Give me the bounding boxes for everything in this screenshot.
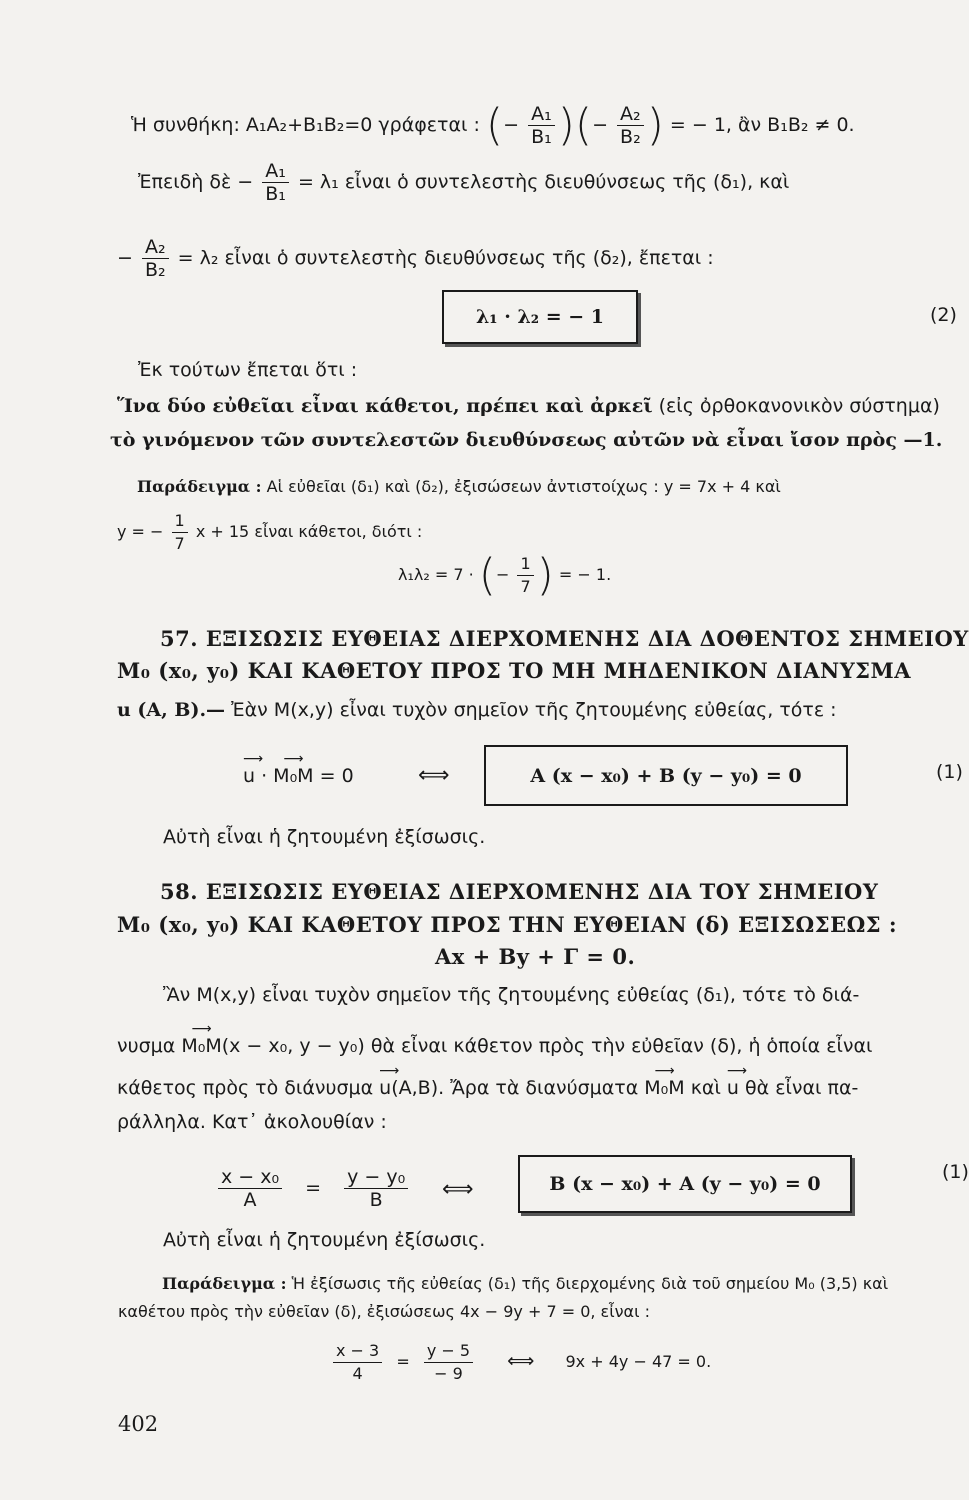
iff-symbol: ⟺ xyxy=(418,763,450,788)
section-58-para-1: Ἂν M(x,y) εἶναι τυχὸν σημεῖον τῆς ζητουμένης εὐθείας (δ₁), τότε τὸ διά- xyxy=(163,984,860,1006)
example1-line-2: y = − $\frac{1}{7}$ x + 15 εἶναι κάθετοι, διότι : xyxy=(117,511,423,553)
fraction-a2-b2: $\frac{\text{A₂}}{\text{B₂}}$ xyxy=(617,103,644,148)
condition-result: = − 1, ἂν B₁B₂ ≠ 0. xyxy=(669,114,855,136)
section-58-para-3: κάθετος πρὸς τὸ διάνυσμα ⟶ u(A,B). Ἄρα τὰ διανύσματα ⟶ M₀M καὶ ⟶ u θὰ εἶναι πα- xyxy=(117,1076,858,1100)
example1-line-1: Παράδειγμα : Αἱ εὐθεῖαι (δ₁) καὶ (δ₂), ἐξισώσεων ἀντιστοίχως : y = 7x + 4 καὶ xyxy=(137,477,781,496)
theorem-line-2: τὸ γινόμενον τῶν συντελεστῶν διευθύνσεως αὐτῶν νὰ εἶναι ἴσον πρὸς —1. xyxy=(110,429,943,451)
section-58-para-2: νυσμα ⟶ M₀M(x − x₀, y − y₀) θὰ εἶναι κάθετον πρὸς τὴν εὐθεῖαν (δ), ἡ ὁποία εἶναι xyxy=(117,1034,872,1058)
example-label-2: Παράδειγμα : xyxy=(162,1274,287,1293)
page-number: 402 xyxy=(118,1412,159,1436)
fraction-a1-b1: $\frac{\text{A₁}}{\text{B₁}}$ xyxy=(528,103,555,148)
vector-u-3: ⟶ u xyxy=(727,1076,739,1100)
section-58-heading-1: 58. ΕΞΙΣΩΣΙΣ ΕΥΘΕΙΑΣ ΔΙΕΡΧΟΜΕΝΗΣ ΔΙΑ ΤΟΥ ΣΗΜΕΙΟΥ xyxy=(160,879,879,904)
left-paren: ( xyxy=(485,99,504,151)
condition-line: Ἡ συνθήκη: A₁A₂+B₁B₂=0 γράφεται : (− $\frac{\text{A₁}}{\text{B₁}}$ )(− $\frac{\text{A₂}}{\text{B₂}}$ ) = − 1, ἂν B₁B₂ ≠ 0. xyxy=(131,99,855,151)
equation-tag-1: (1) xyxy=(936,761,963,783)
ratio-equation: $\frac{\text{x − x₀}}{A}$ = $\frac{\text{y − y₀}}{B}$ xyxy=(215,1166,411,1211)
condition-text: Ἡ συνθήκη: A₁A₂+B₁B₂=0 γράφεται : xyxy=(131,114,480,136)
section-57-heading-2: M₀ (x₀, y₀) ΚΑΙ ΚΑΘΕΤΟΥ ΠΡΟΣ ΤΟ ΜΗ ΜΗΔΕΝΙΚΟΝ ΔΙΑΝΥΣΜΑ xyxy=(117,658,912,683)
vector-m0m-3: ⟶ M₀M xyxy=(644,1076,684,1100)
fraction-y5-over-minus9: $\frac{y - 5}{- 9}$ xyxy=(424,1340,473,1385)
lambda-product-box: λ₁ · λ₂ = − 1 xyxy=(442,290,638,344)
iff-symbol-2: ⟺ xyxy=(442,1177,474,1202)
vector-u: ⟶ u xyxy=(243,764,255,788)
section-57-heading-1: 57. ΕΞΙΣΩΣΙΣ ΕΥΘΕΙΑΣ ΔΙΕΡΧΟΜΕΝΗΣ ΔΙΑ ΔΟΘΕΝΤΟΣ ΣΗΜΕΙΟΥ xyxy=(160,626,969,651)
vector-u-2: ⟶ u xyxy=(379,1076,391,1100)
section-57-intro: u (A, B).— Ἐὰν M(x,y) εἶναι τυχὸν σημεῖον τῆς ζητουμένης εὐθείας, τότε : xyxy=(117,699,837,721)
example1-line-3: λ₁λ₂ = 7 · (− $\frac{1}{7}$ ) = − 1. xyxy=(398,549,612,601)
line-equation-box: A (x − x₀) + B (y − y₀) = 0 xyxy=(484,745,848,806)
fraction-a2-b2-2: $\frac{\text{A₂}}{\text{B₂}}$ xyxy=(142,236,169,281)
perpendicular-line-equation-box: B (x − x₀) + A (y − y₀) = 0 xyxy=(518,1155,852,1213)
example2-line-1: Παράδειγμα : Ἡ ἐξίσωσις τῆς εὐθείας (δ₁) τῆς διερχομένης διὰ τοῦ σημείου M₀ (3,5) καὶ xyxy=(162,1274,889,1293)
equation-tag-1b: (1) xyxy=(942,1161,969,1183)
example2-equation: $\frac{x - 3}{4}$ = $\frac{y - 5}{- 9}$ ⟺ 9x + 4y − 47 = 0. xyxy=(330,1340,711,1385)
vector-m0m: ⟶ M₀M xyxy=(273,764,313,788)
theorem-line-1: Ἵνα δύο εὐθεῖαι εἶναι κάθετοι, πρέπει καὶ ἀρκεῖ (εἰς ὀρθοκανονικὸν σύστημα) xyxy=(117,395,940,417)
section-58-conclusion: Αὐτὴ εἶναι ἡ ζητουμένη ἐξίσωσις. xyxy=(163,1229,486,1251)
fraction-y-over-b: $\frac{\text{y − y₀}}{B}$ xyxy=(344,1166,408,1211)
fraction-a1-b1-2: $\frac{\text{A₁}}{\text{B₁}}$ xyxy=(262,160,289,205)
fraction-x-over-a: $\frac{\text{x − x₀}}{A}$ xyxy=(218,1166,282,1211)
fraction-x3-over-4: $\frac{x - 3}{4}$ xyxy=(333,1340,382,1385)
fraction-one-seventh: $\frac{1}{7}$ xyxy=(172,510,188,555)
equation-tag-2: (2) xyxy=(930,304,957,326)
dot-product-equation: ⟶ u · ⟶ M₀M = 0 xyxy=(243,764,354,788)
example2-line-2: καθέτου πρὸς τὴν εὐθεῖαν (δ), ἐξισώσεως 4x − 9y + 7 = 0, εἶναι : xyxy=(118,1302,650,1321)
fraction-one-seventh-2: $\frac{1}{7}$ xyxy=(517,553,533,598)
lambda1-line: Ἐπειδὴ δὲ − $\frac{\text{A₁}}{\text{B₁}}$ = λ₁ εἶναι ὁ συντελεστὴς διευθύνσεως τῆς (δ₁), καὶ xyxy=(138,160,790,205)
section-58-para-4: ράλληλα. Κατ᾽ ἀκολουθίαν : xyxy=(117,1111,387,1133)
section-57-conclusion: Αὐτὴ εἶναι ἡ ζητουμένη ἐξίσωσις. xyxy=(163,826,486,848)
section-58-heading-2: M₀ (x₀, y₀) ΚΑΙ ΚΑΘΕΤΟΥ ΠΡΟΣ ΤΗΝ ΕΥΘΕΙΑΝ (δ) ΕΞΙΣΩΣΕΩΣ : xyxy=(117,912,898,937)
section-58-heading-3: Ax + By + Γ = 0. xyxy=(435,944,636,969)
consequence-line: Ἐκ τούτων ἔπεται ὅτι : xyxy=(138,359,358,381)
vector-m0m-2: ⟶ M₀M xyxy=(181,1034,221,1058)
example-label: Παράδειγμα : xyxy=(137,477,262,496)
lambda2-line: − $\frac{\text{A₂}}{\text{B₂}}$ = λ₂ εἶναι ὁ συντελεστὴς διευθύνσεως τῆς (δ₂), ἔπεται : xyxy=(117,236,714,281)
